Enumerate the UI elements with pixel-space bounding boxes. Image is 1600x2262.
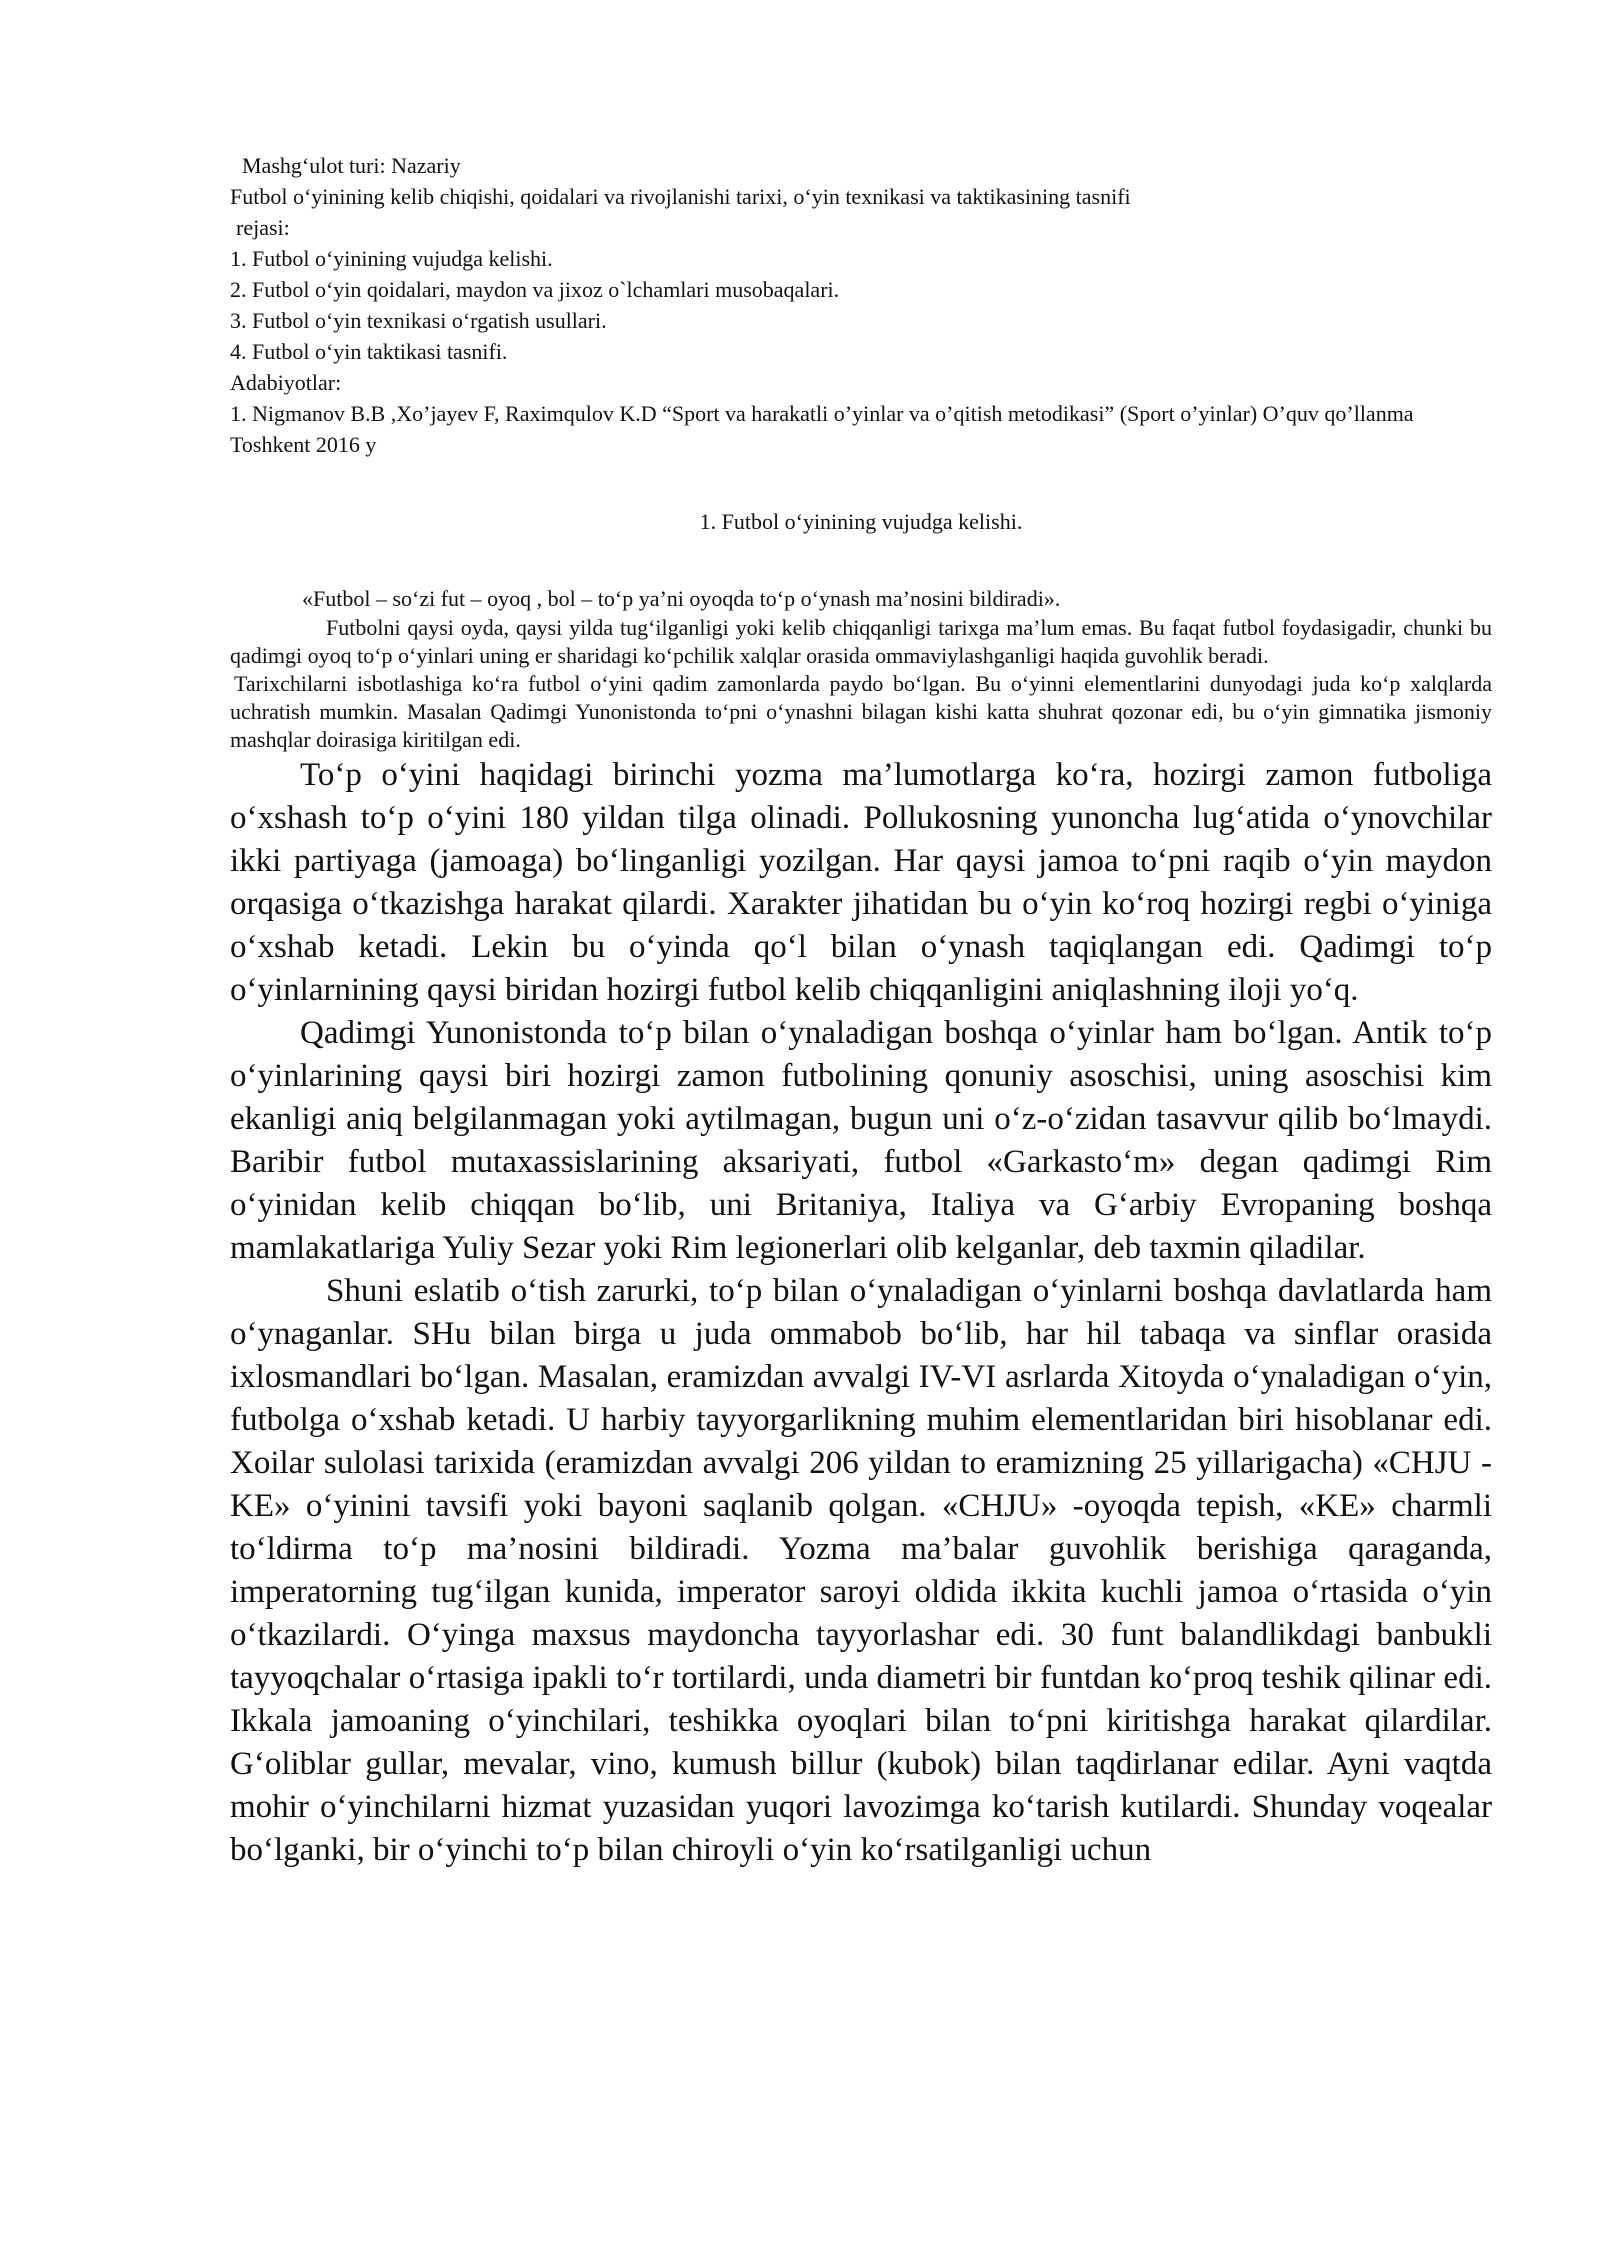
literature-item: 1. Nigmanov B.B ,Xo’jayev F, Raximqulov K.D “Sport va harakatli o’yinlar va o’qitish metodikasi” (Sport o’yinlar) O’quv qo’llanma Toshkent 2016 y — [230, 401, 1414, 457]
plan-item: 4. Futbol o‘yin taktikasi tasnifi. — [230, 339, 508, 364]
section-title: 1. Futbol o‘yinining vujudga kelishi. — [699, 509, 1023, 534]
paragraph: Shuni eslatib o‘tish zarurki, to‘p bilan o‘ynaladigan o‘yinlarni boshqa davlatlarda ham o‘ynaganlar. SHu bilan birga u juda ommabob bo‘lib, har hil tabaqa va sinflar orasida ixlosmandlari bo‘lgan. Masalan, eramizdan avvalgi IV-VI asrlarda Xitoyda o‘ynaladigan o‘yin, futbolga o‘xshab ketadi. U harbiy tayyorgarlikning muhim elementlaridan biri hisoblanar edi. Xoilar sulolasi tarixida (eramizdan avvalgi 206 yildan to eramizning 25 yillarigacha) «CHJU - KE» o‘yinini tavsifi yoki bayoni saqlanib qolgan. «CHJU» -oyoqda tepish, «KE» charmli to‘ldirma to‘p ma’nosini bildiradi. Yozma ma’balar guvohlik berishiga qaraganda, imperatorning tug‘ilgan kunida, imperator saroyi oldida ikkita kuchli jamoa o‘rtasida o‘yin o‘tkazilardi. O‘yinga maxsus maydoncha tayyorlashar edi. 30 funt balandlikdagi banbukli tayyoqchalar o‘rtasiga ipakli to‘r tortilardi, unda diametri bir funtdan ko‘proq teshik qilinar edi. Ikkala jamoaning o‘yinchilari, teshikka oyoqlari bilan to‘pni kiritishga harakat qilardilar. G‘oliblar gullar, mevalar, vino, kumush billur (kubok) bilan taqdirlanar edilar. Ayni vaqtda mohir o‘yinchilarni hizmat yuzasidan yuqori lavozimga ko‘tarish kutilardi. Shunday voqealar bo‘lganki, bir o‘yinchi to‘p bilan chiroyli o‘yin ko‘rsatilganligi uchun — [230, 1273, 1492, 1868]
definition-quote: «Futbol – so‘zi fut – oyoq , bol – to‘p ya’ni oyoqda to‘p o‘ynash ma’nosini bildiradi». — [302, 586, 1061, 611]
literature-label: Adabiyotlar: — [230, 370, 342, 395]
plan-item: 1. Futbol o‘yinining vujudga kelishi. — [230, 246, 553, 271]
lesson-header — [230, 150, 1492, 460]
paragraph: Tarixchilarni isbotlashiga ko‘ra futbol o‘yini qadim zamonlarda paydo bo‘lgan. Bu o‘yinni elementlarini dunyodagi juda ko‘p xalqlarda uchratish mumkin. Masalan Qadimgi Yunonistonda to‘pni o‘ynashni bilagan kishi katta shuhrat qozonar edi, bu o‘yin gimnatika jismoniy mashqlar doirasiga kiritilgan edi. — [230, 671, 1492, 752]
plan-item: 2. Futbol o‘yin qoidalari, maydon va jixoz o`lchamlari musobaqalari. — [230, 277, 840, 302]
page-content — [230, 150, 1492, 1872]
lesson-type: Mashg‘ulot turi: Nazariy — [242, 153, 461, 178]
plan-label: rejasi: — [236, 215, 290, 240]
paragraph: Qadimgi Yunonistonda to‘p bilan o‘ynaladigan boshqa o‘yinlar ham bo‘lgan. Antik to‘p o‘yinlarining qaysi biri hozirgi zamon futbolining qonuniy asoschisi, uning asoschisi kim ekanligi aniq belgilanmagan yoki aytilmagan, bugun uni o‘z-o‘zidan tasavvur qilib bo‘lmaydi. Baribir futbol mutaxassislarining aksariyati, futbol «Garkasto‘m» degan qadimgi Rim o‘yinidan kelib chiqqan bo‘lib, uni Britaniya, Italiya va G‘arbiy Evropaning boshqa mamlakatlariga Yuliy Sezar yoki Rim legionerlari olib kelganlar, deb taxmin qiladilar. — [230, 1015, 1492, 1266]
paragraph: Futbolni qaysi oyda, qaysi yilda tug‘ilganligi yoki kelib chiqqanligi tarixga ma’lum emas. Bu faqat futbol foydasigadir, chunki bu qadimgi oyoq to‘p o‘yinlari uning er sharidagi ko‘pchilik xalqlar orasida ommaviylashganligi haqida guvohlik beradi. — [230, 615, 1492, 668]
paragraph: To‘p o‘yini haqidagi birinchi yozma ma’lumotlarga ko‘ra, hozirgi zamon futboliga o‘xshash to‘p o‘yini 180 yildan tilga olinadi. Pollukosning yunoncha lug‘atida o‘ynovchilar ikki partiyaga (jamoaga) bo‘linganligi yozilgan. Har qaysi jamoa to‘pni raqib o‘yin maydon orqasiga o‘tkazishga harakat qilardi. Xarakter jihatidan bu o‘yin ko‘roq hozirgi regbi o‘yiniga o‘xshab ketadi. Lekin bu o‘yinda qo‘l bilan o‘ynash taqiqlangan edi. Qadimgi to‘p o‘yinlarnining qaysi biridan hozirgi futbol kelib chiqqanligini aniqlashning iloji yo‘q. — [230, 757, 1492, 1008]
plan-item: 3. Futbol o‘yin texnikasi o‘rgatish usullari. — [230, 308, 607, 333]
lesson-topic: Futbol o‘yinining kelib chiqishi, qoidalari va rivojlanishi tarixi, o‘yin texnikasi va taktikasining tasnifi — [230, 184, 1131, 209]
